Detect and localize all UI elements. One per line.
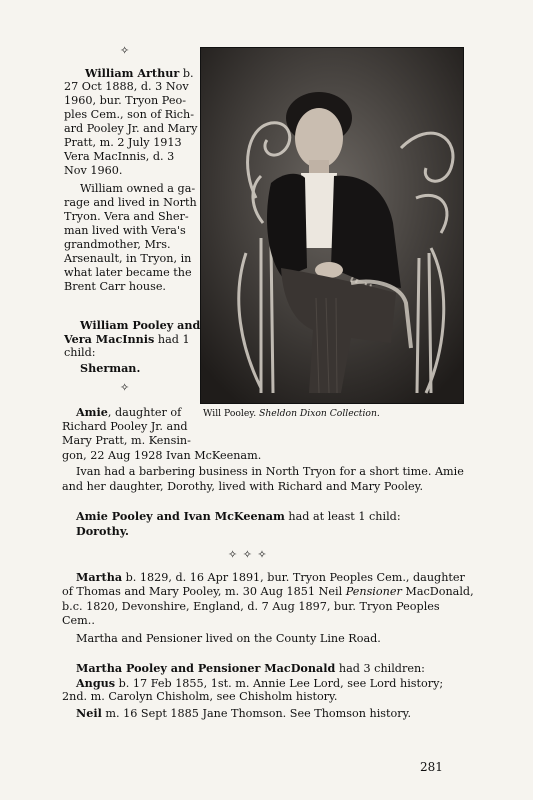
entry-amie-paragraph-line-0: Ivan had a barbering business in North Tryon for a short time. Amie [76,465,464,478]
child-angus-line-0: Angus b. 17 Feb 1855, 1st. m. Annie Lee Lord, see Lord history; [76,676,444,690]
children-header-william-2: child: [64,346,96,359]
children-header-martha: Martha Pooley and Pensioner MacDonald had 3 children: [76,661,425,675]
entry-william-line-6: Vera MacInnis, d. 3 [64,150,175,163]
entry-martha-paragraph: Martha and Pensioner lived on the County Line Road. [76,632,381,645]
bio-william-line-4: grandmother, Mrs. [64,238,171,251]
bio-william-line-6: what later became the [64,266,192,279]
ornament-divider-triple: ✧ ✧ ✧ [228,548,268,561]
photo-caption: Will Pooley. Sheldon Dixon Collection. [203,408,380,419]
child-angus-line-1: 2nd. m. Carolyn Chisholm, see Chisholm history. [62,690,338,703]
entry-name-martha: Martha [76,570,123,584]
child-neil: Neil m. 16 Sept 1885 Jane Thomson. See Thomson history. [76,706,411,720]
entry-amie-line-0: Amie, daughter of [76,405,182,419]
bio-william-line-1: rage and lived in North [64,196,197,209]
entry-name-amie: Amie [76,405,108,419]
children-header-william-0: William Pooley and [80,318,201,332]
ornament-divider: ✧ [120,44,130,57]
bio-william-line-0: William owned a ga- [80,182,196,195]
ornament-divider: ✧ [120,381,130,394]
entry-william-line-4: ard Pooley Jr. and Mary [64,122,198,135]
entry-martha-line-1: of Thomas and Mary Pooley, m. 30 Aug 1851 Neil Pensioner MacDonald, [62,585,474,598]
bio-william-line-5: Arsenault, in Tryon, in [64,252,192,265]
bio-william-line-2: Tryon. Vera and Sher- [64,210,189,223]
bio-william-line-7: Brent Carr house. [64,280,166,293]
entry-amie-paragraph-line-1: and her daughter, Dorothy, lived with Richard and Mary Pooley. [62,480,424,493]
entry-william-line-3: ples Cem., son of Rich- [64,108,195,121]
entry-amie-line-1: Richard Pooley Jr. and [62,420,188,433]
children-header-william-1: Vera MacInnis had 1 [64,332,190,346]
child-sherman: Sherman. [80,361,141,375]
entry-martha-line-2: b.c. 1820, Devonshire, England, d. 7 Aug 1897, bur. Tryon Peoples [62,600,440,613]
page-number: 281 [420,760,443,774]
entry-name-william: William Arthur [85,66,180,80]
entry-william-line-1: 27 Oct 1888, d. 3 Nov [64,80,189,93]
entry-martha-line-0: Martha b. 1829, d. 16 Apr 1891, bur. Tryon Peoples Cem., daughter [76,570,465,584]
entry-martha-line-3: Cem.. [62,614,95,627]
portrait-illustration [201,48,463,403]
child-dorothy: Dorothy. [76,524,129,538]
bio-william-line-3: man lived with Vera's [64,224,186,237]
entry-amie-line-3: gon, 22 Aug 1928 Ivan McKeenam. [62,449,262,462]
entry-william-line-2: 1960, bur. Tryon Peo- [64,94,186,107]
entry-amie-line-2: Mary Pratt, m. Kensin- [62,434,191,447]
entry-william-line-0: William Arthur b. [85,66,194,80]
portrait-photo [200,47,464,404]
entry-william-line-5: Pratt, m. 2 July 1913 [64,136,182,149]
children-header-amie: Amie Pooley and Ivan McKeenam had at least 1 child: [76,509,401,523]
entry-william-line-7: Nov 1960. [64,164,123,177]
